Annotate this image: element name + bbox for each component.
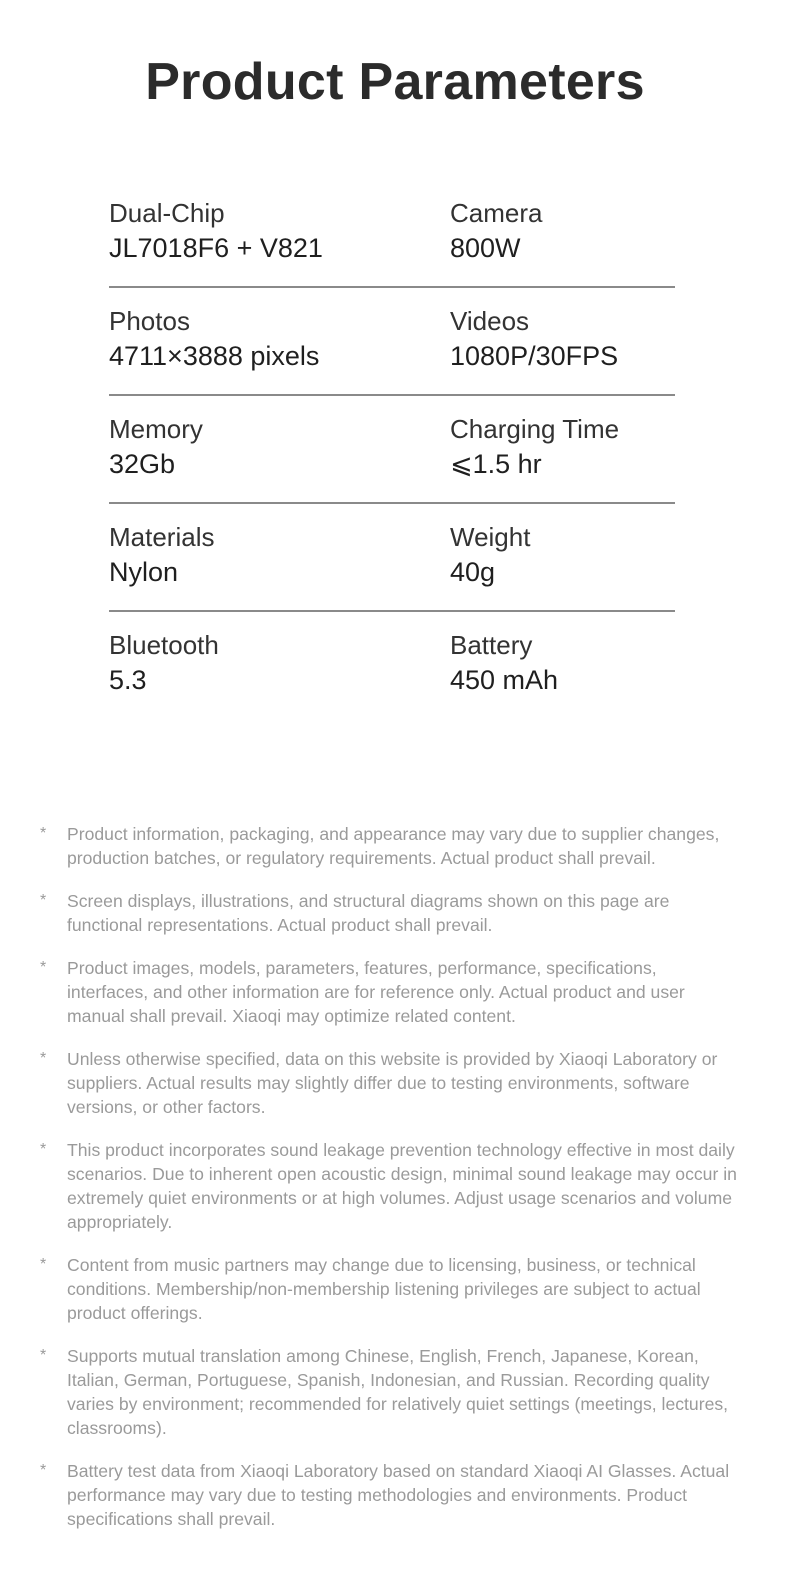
spec-dual-chip	[109, 196, 323, 266]
spec-weight	[450, 520, 530, 590]
note-item	[40, 822, 740, 870]
asterisk-marker: *	[40, 1141, 47, 1158]
note-text: Product images, models, parameters, features, performance, specifications, interfaces, and other information are for reference only. Actual product and user manual shall prevail. Xiaoqi may optimize related content.	[67, 958, 685, 1026]
spec-label: Dual-Chip	[109, 198, 225, 228]
spec-label: Battery	[450, 630, 533, 660]
spec-value: 5.3	[109, 665, 147, 695]
spec-label: Bluetooth	[109, 630, 219, 660]
note-text: Product information, packaging, and appearance may vary due to supplier changes, production batches, or regulatory requirements. Actual product shall prevail.	[67, 824, 720, 868]
spec-value: 450 mAh	[450, 665, 559, 695]
note-item	[40, 1459, 740, 1531]
spec-camera	[450, 196, 542, 266]
spec-value: ⩽1.5 hr	[450, 449, 542, 479]
spec-row-bluetooth-battery	[109, 612, 675, 720]
note-text: This product incorporates sound leakage prevention technology effective in most daily scenarios. Due to inherent open acoustic design, minimal sound leakage may occur in extremely quiet environments or at high volumes. Adjust usage scenarios and volume appropriately.	[67, 1140, 737, 1232]
spec-row-materials-weight	[109, 504, 675, 612]
note-item	[40, 1138, 740, 1234]
spec-videos	[450, 304, 618, 374]
page-title: Product Parameters	[145, 53, 645, 111]
asterisk-marker: *	[40, 1462, 47, 1479]
asterisk-marker: *	[40, 959, 47, 976]
spec-label: Memory	[109, 414, 203, 444]
spec-memory	[109, 412, 203, 482]
note-item	[40, 1047, 740, 1119]
spec-label: Weight	[450, 522, 531, 552]
spec-row-memory-charging	[109, 396, 675, 504]
spec-value: 40g	[450, 557, 496, 587]
note-item	[40, 1253, 740, 1325]
spec-label: Videos	[450, 306, 530, 336]
asterisk-marker: *	[40, 825, 47, 842]
asterisk-marker: *	[40, 1050, 47, 1067]
note-item	[40, 956, 740, 1028]
note-text: Battery test data from Xiaoqi Laboratory based on standard Xiaoqi AI Glasses. Actual performance may vary due to testing methodologies and environments. Product specifications shall prevail.	[67, 1461, 730, 1529]
spec-table	[109, 180, 675, 720]
note-item	[40, 1344, 740, 1440]
spec-photos	[109, 304, 319, 374]
spec-row-chip-camera	[109, 180, 675, 288]
spec-value: Nylon	[109, 557, 179, 587]
disclaimer-notes	[40, 822, 740, 1550]
spec-label: Charging Time	[450, 414, 620, 444]
note-text: Content from music partners may change due to licensing, business, or technical conditions. Membership/non-membership listening privileges are subject to actual product offerings.	[67, 1255, 701, 1323]
spec-battery	[450, 628, 558, 698]
spec-label: Photos	[109, 306, 190, 336]
spec-value: 800W	[450, 233, 521, 263]
asterisk-marker: *	[40, 1256, 47, 1273]
spec-label: Camera	[450, 198, 543, 228]
spec-materials	[109, 520, 214, 590]
asterisk-marker: *	[40, 1347, 47, 1364]
spec-value: 1080P/30FPS	[450, 341, 619, 371]
note-item	[40, 889, 740, 937]
note-text: Screen displays, illustrations, and structural diagrams shown on this page are functional representations. Actual product shall prevail.	[67, 891, 670, 935]
spec-label: Materials	[109, 522, 215, 552]
asterisk-marker: *	[40, 892, 47, 909]
note-text: Supports mutual translation among Chinese, English, French, Japanese, Korean, Italian, German, Portuguese, Spanish, Indonesian, and Russian. Recording quality varies by environment; recommended for relatively quiet settings (meetings, lectures, classrooms).	[67, 1346, 729, 1438]
note-text: Unless otherwise specified, data on this website is provided by Xiaoqi Laboratory or suppliers. Actual results may slightly differ due to testing environments, software versions, or other factors.	[67, 1049, 718, 1117]
spec-value: 32Gb	[109, 449, 176, 479]
spec-value: JL7018F6 + V821	[109, 233, 323, 263]
spec-value: 4711×3888 pixels	[109, 341, 320, 371]
spec-bluetooth	[109, 628, 219, 698]
spec-row-photos-videos	[109, 288, 675, 396]
spec-charging-time	[450, 412, 619, 482]
